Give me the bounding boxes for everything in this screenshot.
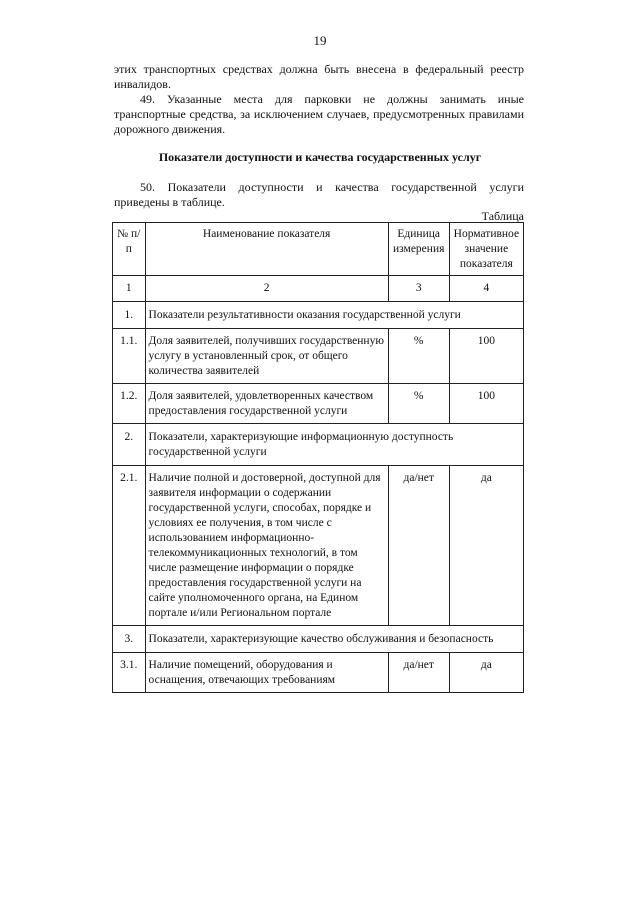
table-index-row (113, 276, 524, 302)
row-num: 1.1. (113, 329, 146, 384)
paragraph-49: 49. Указанные места для парковки не должны занимать иные транспортные средства, за исключением случаев, предусмотренных правилами дорожного движения. (114, 92, 524, 136)
header-num: № п/п (113, 223, 146, 276)
row-num: 2.1. (113, 466, 146, 626)
header-name: Наименование показателя (145, 223, 388, 276)
table-header-row (113, 223, 524, 276)
index-cell: 3 (388, 276, 449, 302)
row-name: Доля заявителей, получивших государственную услугу в установленный срок, от общего количества заявителей (145, 329, 388, 384)
row-name: Доля заявителей, удовлетворенных качеством предоставления государственной услуги (145, 384, 388, 424)
row-unit: да/нет (388, 653, 449, 693)
header-unit: Единица измерения (388, 223, 449, 276)
index-cell: 4 (449, 276, 523, 302)
table-row (113, 653, 524, 693)
row-norm: да (449, 466, 523, 626)
row-num: 1.2. (113, 384, 146, 424)
group-num: 1. (113, 302, 146, 329)
index-cell: 1 (113, 276, 146, 302)
paragraph-50: 50. Показатели доступности и качества государственной услуги приведены в таблице. (114, 180, 524, 209)
table-row (113, 466, 524, 626)
section-heading: Показатели доступности и качества государственных услуг (158, 150, 482, 164)
table-group-row (113, 424, 524, 466)
header-norm: Нормативное значение показателя (449, 223, 523, 276)
row-norm: да (449, 653, 523, 693)
table-row (113, 329, 524, 384)
row-norm: 100 (449, 384, 523, 424)
row-unit: да/нет (388, 466, 449, 626)
group-num: 3. (113, 626, 146, 653)
index-cell: 2 (145, 276, 388, 302)
row-name: Наличие помещений, оборудования и оснащения, отвечающих требованиям (145, 653, 388, 693)
row-name: Наличие полной и достоверной, доступной для заявителя информации о содержании государственной услуги, способах, порядке и условиях ее получения, в том числе с использованием информационно-телекоммуникационных технологий, в том числе размещение информации о порядке предоставления государственной услуги на сайте уполномоченного органа, на Едином портале и/или Региональном портале (145, 466, 388, 626)
row-unit: % (388, 384, 449, 424)
table-row (113, 384, 524, 424)
page-number: 19 (313, 33, 327, 48)
group-label: Показатели, характеризующие информационную доступность государственной услуги (145, 424, 523, 466)
row-norm: 100 (449, 329, 523, 384)
group-num: 2. (113, 424, 146, 466)
paragraph-continuation: этих транспортных средствах должна быть внесена в федеральный реестр инвалидов. (114, 62, 524, 91)
table-group-row (113, 626, 524, 653)
group-label: Показатели результативности оказания государственной услуги (145, 302, 523, 329)
table-group-row (113, 302, 524, 329)
table-caption: Таблица (481, 209, 524, 223)
row-num: 3.1. (113, 653, 146, 693)
indicators-table (112, 222, 524, 693)
row-unit: % (388, 329, 449, 384)
group-label: Показатели, характеризующие качество обслуживания и безопасность (145, 626, 523, 653)
